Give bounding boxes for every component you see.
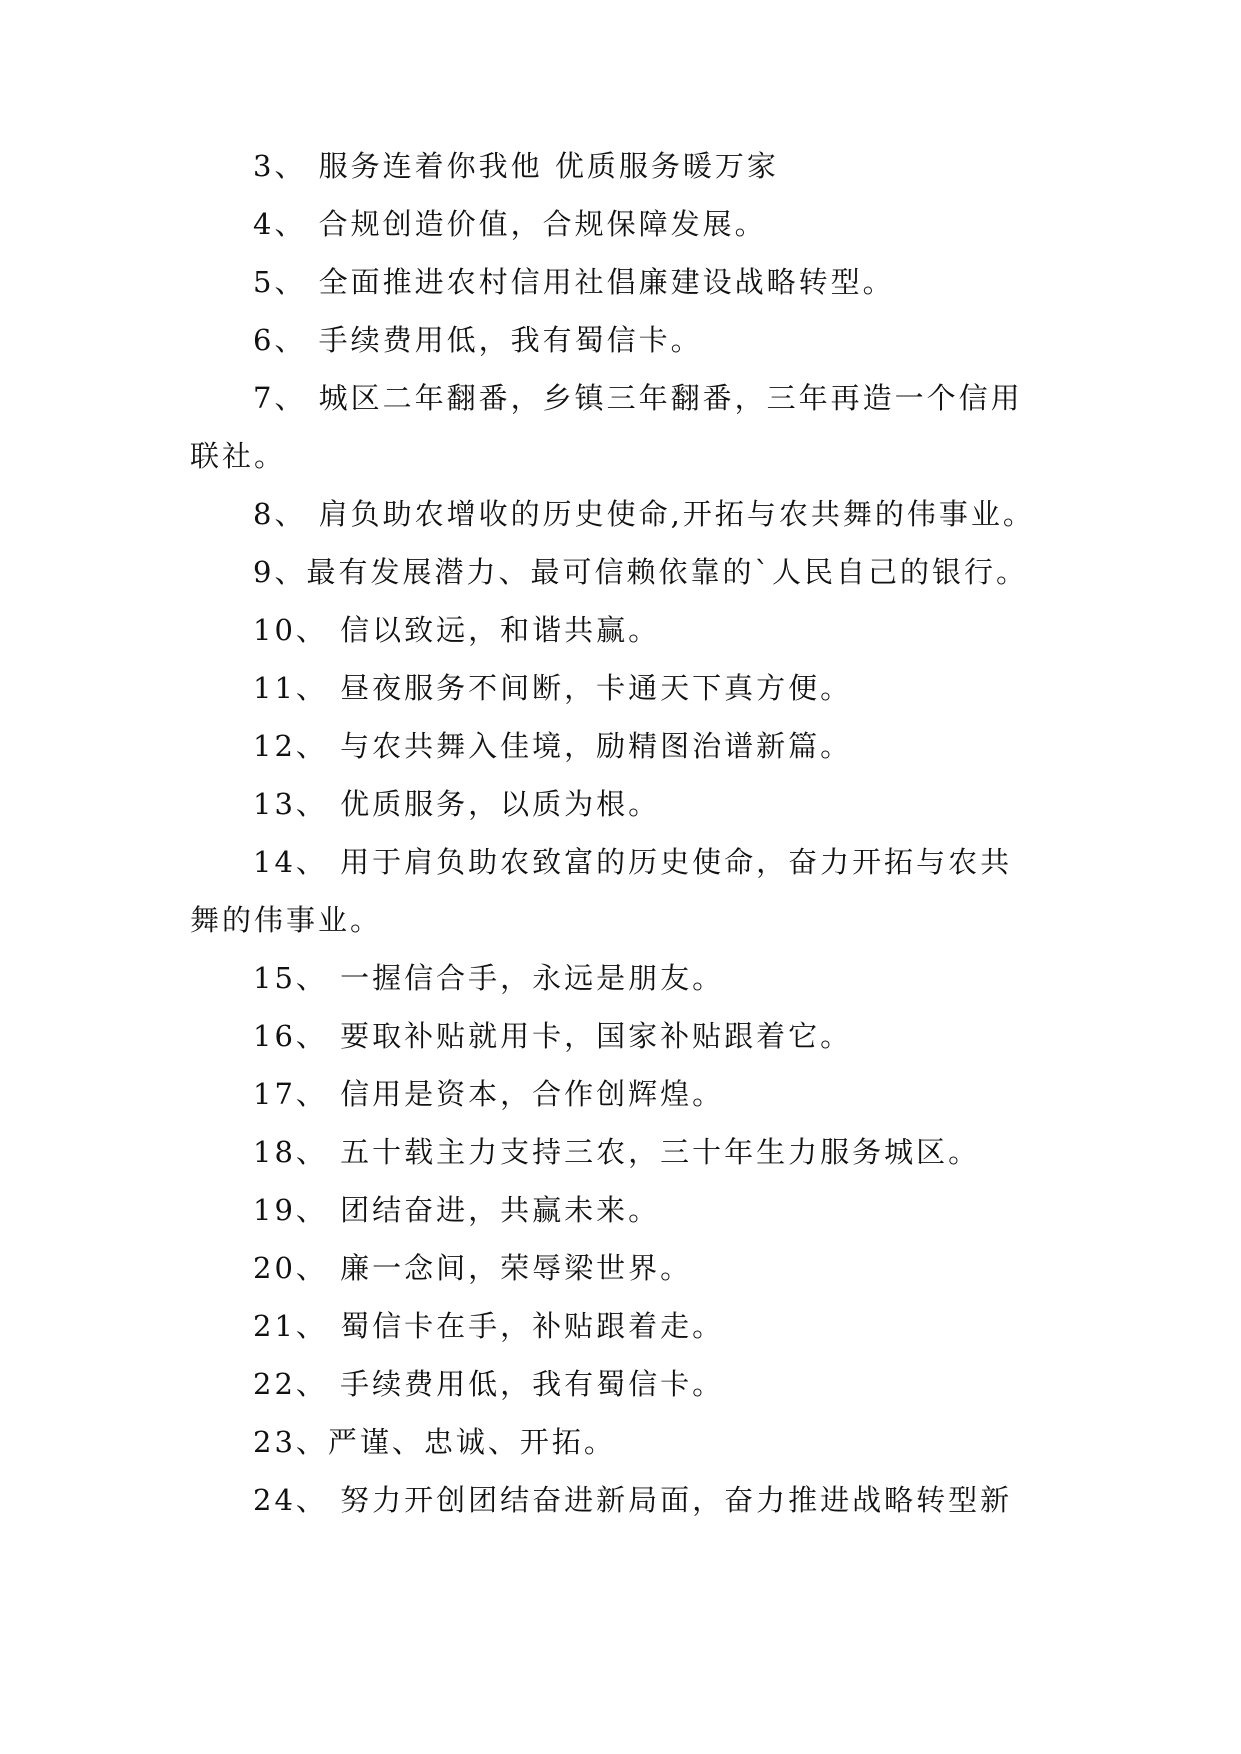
list-item: [190, 543, 1050, 601]
list-item-line: 8、 肩负助农增收的历史使命,开拓与农共舞的伟事业。: [253, 497, 1035, 531]
list-item-line: 23、严谨、忠诚、开拓。: [253, 1425, 616, 1459]
list-item-line: 12、 与农共舞入佳境，励精图治谱新篇。: [253, 729, 853, 763]
list-item-line: 20、 廉一念间，荣辱梁世界。: [253, 1251, 693, 1285]
list-item-line: 6、 手续费用低，我有蜀信卡。: [253, 323, 703, 357]
list-item: [190, 485, 1050, 543]
list-item-line: 舞的伟事业。: [190, 903, 383, 937]
list-item-line: 7、 城区二年翻番，乡镇三年翻番，三年再造一个信用: [253, 381, 1023, 415]
list-item: [190, 253, 1050, 311]
list-item: [190, 1239, 1050, 1297]
list-item: [190, 775, 1050, 833]
list-item: [190, 1413, 1050, 1471]
list-item: [190, 1297, 1050, 1355]
list-item-line: 联社。: [190, 439, 287, 473]
list-item: [190, 1471, 1050, 1529]
list-item: [190, 1181, 1050, 1239]
list-item-line: 19、 团结奋进，共赢未来。: [253, 1193, 661, 1227]
list-item-line: 3、 服务连着你我他 优质服务暖万家: [253, 149, 779, 183]
list-item: [190, 949, 1050, 1007]
list-item-line: 14、 用于肩负助农致富的历史使命，奋力开拓与农共: [253, 845, 1013, 879]
list-item-line: 13、 优质服务，以质为根。: [253, 787, 661, 821]
list-item-line: 4、 合规创造价值，合规保障发展。: [253, 207, 767, 241]
list-item: [190, 369, 1050, 485]
list-item: [190, 195, 1050, 253]
list-item: [190, 1123, 1050, 1181]
list-item: [190, 659, 1050, 717]
list-item-line: 22、 手续费用低，我有蜀信卡。: [253, 1367, 725, 1401]
list-item: [190, 833, 1050, 949]
list-item-line: 15、 一握信合手，永远是朋友。: [253, 961, 725, 995]
list-item-line: 18、 五十载主力支持三农，三十年生力服务城区。: [253, 1135, 981, 1169]
list-item: [190, 137, 1050, 195]
list-item-line: 5、 全面推进农村信用社倡廉建设战略转型。: [253, 265, 895, 299]
list-item-line: 10、 信以致远，和谐共赢。: [253, 613, 661, 647]
list-item: [190, 601, 1050, 659]
list-item-line: 24、 努力开创团结奋进新局面，奋力推进战略转型新: [253, 1483, 1013, 1517]
list-item-line: 16、 要取补贴就用卡，国家补贴跟着它。: [253, 1019, 853, 1053]
list-item: [190, 1007, 1050, 1065]
list-item-line: 9、最有发展潜力、最可信赖依靠的`人民自己的银行。: [253, 555, 1028, 589]
list-item: [190, 717, 1050, 775]
list-item: [190, 1065, 1050, 1123]
list-item-line: 17、 信用是资本，合作创辉煌。: [253, 1077, 725, 1111]
list-item-line: 11、 昼夜服务不间断，卡通天下真方便。: [253, 671, 853, 705]
list-item: [190, 1355, 1050, 1413]
list-item-line: 21、 蜀信卡在手，补贴跟着走。: [253, 1309, 725, 1343]
list-item: [190, 311, 1050, 369]
